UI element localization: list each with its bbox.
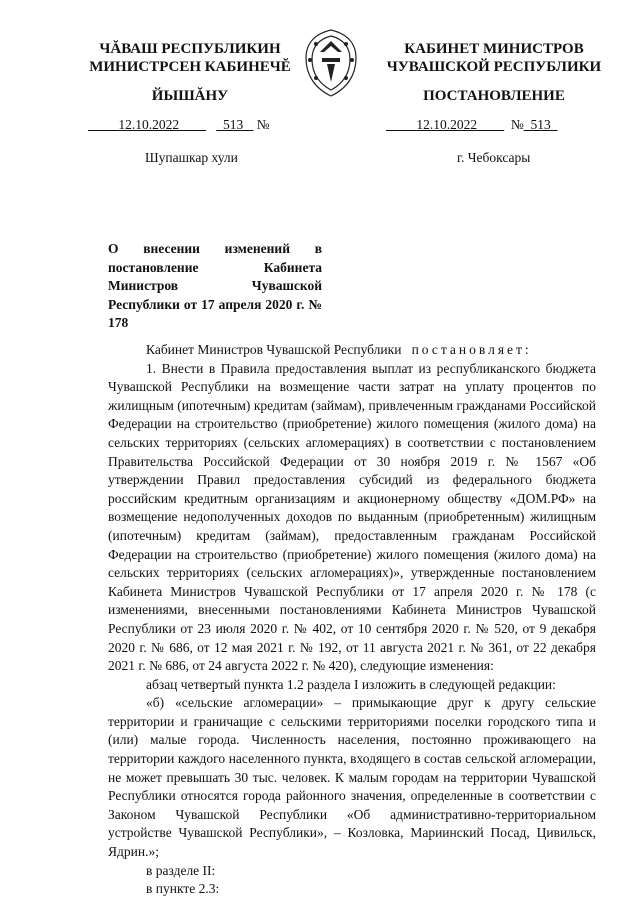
document-type-right: ПОСТАНОВЛЕНИЕ (423, 88, 565, 104)
paragraph-4: в разделе II: (146, 862, 216, 878)
number-left: 513 (223, 117, 244, 132)
header-right-line1: КАБИНЕТ МИНИСТРОВ (404, 41, 584, 57)
number-sign-right: № (510, 117, 524, 132)
document-type-left: ЙЫШĂНУ (151, 88, 229, 104)
header-left (80, 40, 300, 76)
document-subject: О внесении изменений в постановление Кабинета Министров Чувашской Республики от 17 апреля 2020 г. № 178 (108, 241, 322, 330)
number-right: 513 (530, 117, 551, 132)
preamble-verb: постановляет: (411, 342, 532, 357)
preamble-lead: Кабинет Министров Чувашской Республики (146, 342, 402, 357)
header-left-line2: МИНИСТРСЕН КАБИНЕЧĔ (89, 59, 291, 75)
emblem-icon (300, 22, 362, 100)
number-sign-left: № (256, 117, 270, 132)
preamble (108, 341, 596, 360)
header-right-line2: ЧУВАШСКОЙ РЕСПУБЛИКИ (386, 59, 602, 75)
document-body (108, 341, 596, 899)
paragraph-1: 1. Внести в Правила предоставления выплат из республиканского бюджета Чувашской Республики на возмещение части затрат на уплату процентов по жилищным (ипотечным) кредитам (займам), привлеченным гражданами Российской Федерации на строительство (приобретение) жилого помещения (жилого дома) на сельских территориях (сельских агломерациях) в соответствии с постановлением Правительства Российской Федерации от 30 ноября 2019 г. № 1567 «Об утверждении Правил предоставления субсидий из федерального бюджета российским кредитным организациям и акционерному обществу «ДОМ.РФ» на возмещение недополученных доходов по выданным (приобретенным) жилищным (ипотечным) кредитам (займам), предоставленным гражданам Российской Федерации на строительство (приобретение) жилого помещения (жилого дома) на сельских территориях (сельских агломерациях)», утвержденные постановлением Кабинета Министров Чувашской Республики от 17 апреля 2020 г. № 178 (с изменениями, внесенными постановлениями Кабинета Министров Чувашской Республики от 23 июля 2020 г. № 402, от 10 сентября 2020 г. № 520, от 9 декабря 2020 г. № 686, от 12 мая 2021 г. № 192, от 11 августа 2021 г. № 361, от 22 декабря 2021 г. № 686, от 24 августа 2022 г. № 420), следующие изменения: (108, 360, 596, 674)
header-left-line1: ЧĂВАШ РЕСПУБЛИКИН (99, 41, 281, 57)
paragraph-3: «б) «сельские агломерации» – примыкающие друг к другу сельские территории и граничащие с сельскими территориями поселки городского типа и (или) малые города. Численность населения, постоянно проживающего на территории каждого населенного пункта, входящего в состав сельской агломерации, не может превышать 30 тыс. человек. К малым городам на территории Чувашской Республики относятся города районного значения, определенные в соответствии с Законом Чувашской Республики «Об административно-территориальном устройстве Чувашской Республики», – Козловка, Мариинский Посад, Цивильск, Ядрин.»; (108, 695, 596, 860)
paragraph-2: абзац четвертый пункта 1.2 раздела I изложить в следующей редакции: (146, 676, 556, 692)
date-number-left (88, 117, 270, 133)
date-left: 12.10.2022 (118, 117, 180, 132)
paragraph-5: в пункте 2.3: (146, 881, 220, 897)
city-right: г. Чебоксары (457, 150, 531, 165)
city-left: Шупашкар хули (145, 150, 238, 165)
header-right (378, 40, 610, 76)
date-right: 12.10.2022 (416, 117, 478, 132)
date-number-right (386, 117, 558, 133)
